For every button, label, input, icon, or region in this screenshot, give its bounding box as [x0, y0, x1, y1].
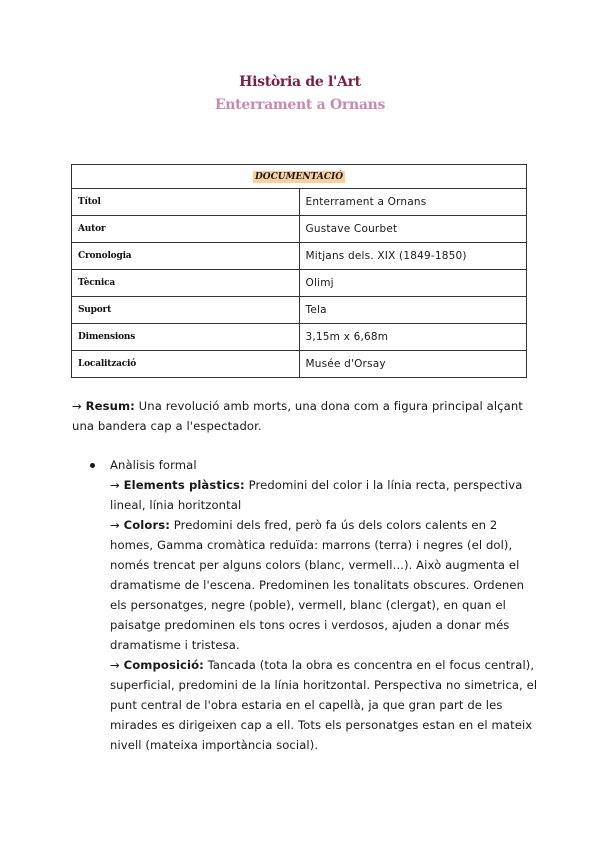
artwork-title: Enterrament a Ornans	[214, 97, 386, 113]
row-value-titol: Enterrament a Ornans	[299, 189, 527, 216]
section-label: Composició:	[123, 658, 204, 672]
row-value-dimensions: 3,15m x 6,68m	[299, 324, 527, 351]
table-row	[72, 297, 527, 324]
row-key-tecnica: Tècnica	[72, 270, 300, 297]
section-label: Elements plàstics:	[123, 478, 245, 492]
table-row	[72, 351, 527, 378]
subject-title: Història de l'Art	[239, 74, 361, 90]
row-key-localitzacio: Localització	[72, 351, 300, 378]
row-key-titol: Títol	[72, 189, 300, 216]
table-row	[72, 216, 527, 243]
table-row	[72, 243, 527, 270]
section-elements-plastics	[90, 475, 540, 515]
section-label: Colors:	[123, 518, 170, 532]
section-colors	[90, 515, 540, 655]
section-composicio	[90, 655, 540, 755]
table-heading-row	[72, 165, 527, 189]
resum-text: Una revolució amb morts, una dona com a figura principal alçant una bandera cap a l'espectador.	[72, 399, 523, 433]
row-value-localitzacio: Musée d'Orsay	[299, 351, 527, 378]
row-value-suport: Tela	[299, 297, 527, 324]
row-value-tecnica: Olimj	[299, 270, 527, 297]
table-row	[72, 270, 527, 297]
arrow-icon: →	[110, 478, 120, 492]
analysis-list	[90, 455, 540, 755]
bullet-icon	[90, 463, 95, 468]
table-row	[72, 324, 527, 351]
list-item	[90, 455, 540, 475]
arrow-icon: →	[110, 658, 120, 672]
row-value-autor: Gustave Courbet	[299, 216, 527, 243]
row-key-autor: Autor	[72, 216, 300, 243]
section-text: Predomini dels fred, però fa ús dels colors calents en 2 homes, Gamma cromàtica reduïda: marrons (terra) i negres (el dol), només trencat per alguns colors (blanc, vermell...). Això augmenta el dramatisme de l'escena. Predominen les tonalitats obscures. Ordenen els personatges, negre (poble), vermell, blanc (clergat), en quan el paisatge predominen els tons ocres i verdosos, ajuden a donar més dramatisme i tristesa.	[110, 518, 525, 652]
documentation-table	[71, 164, 527, 378]
resum-paragraph	[72, 396, 532, 436]
row-key-cronologia: Cronologia	[72, 243, 300, 270]
arrow-icon: →	[72, 399, 82, 413]
bullet-label: Anàlisis formal	[110, 458, 197, 472]
section-text: Tancada (tota la obra es concentra en el focus central), superficial, predomini de la línia horitzontal. Perspectiva no simetrica, el punt central de l'obra estaria en el capellà, ja que gran part de les mirades es dirigeixen cap a ell. Tots els personatges estan en el mateix nivell (mateixa importància social).	[110, 658, 538, 752]
table-heading: DOCUMENTACIÓ	[254, 172, 344, 182]
section-text: Predomini del color i la línia recta, perspectiva lineal, línia horitzontal	[110, 478, 523, 512]
row-key-suport: Suport	[72, 297, 300, 324]
table-row	[72, 189, 527, 216]
row-value-cronologia: Mitjans dels. XIX (1849-1850)	[299, 243, 527, 270]
row-key-dimensions: Dimensions	[72, 324, 300, 351]
arrow-icon: →	[110, 518, 120, 532]
resum-label: Resum:	[85, 399, 135, 413]
